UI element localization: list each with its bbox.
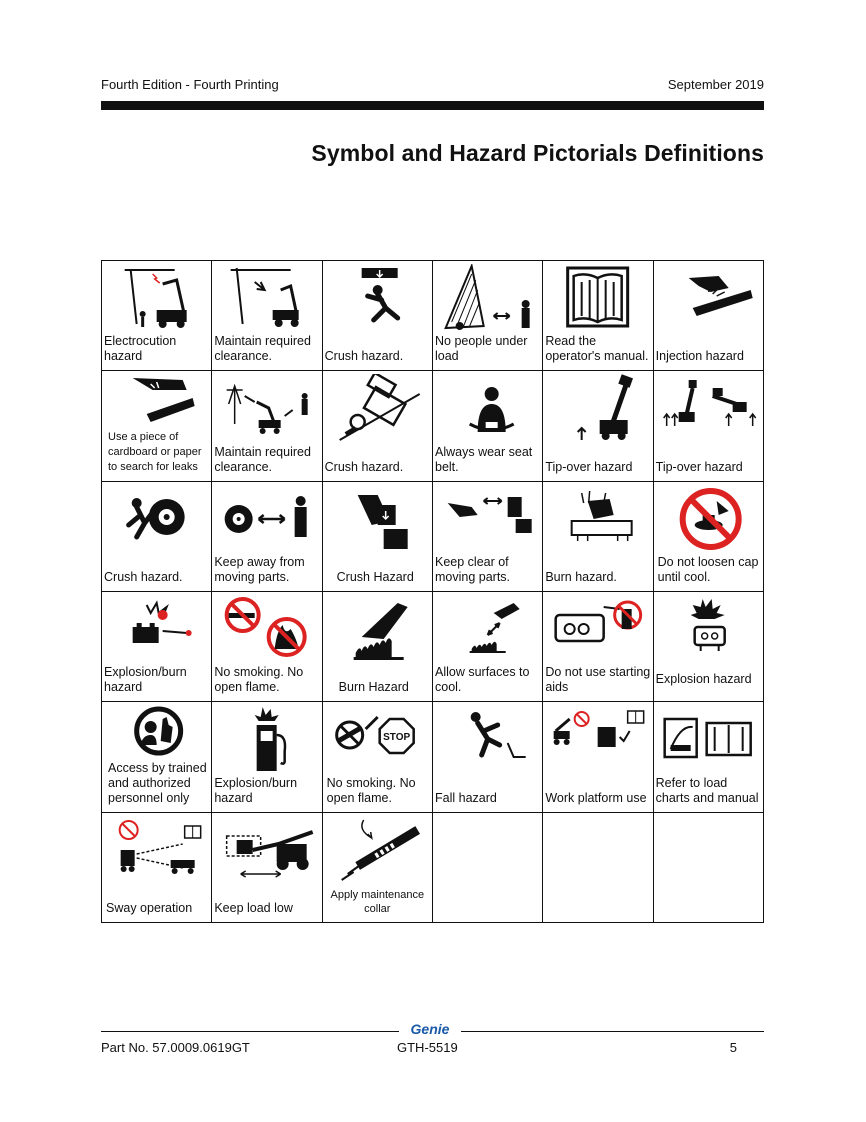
pictorial-cell: [102, 813, 212, 923]
no-smoking-stop-icon: [327, 705, 428, 773]
pictorial-cell: [433, 482, 543, 592]
pictorial-cell: [212, 592, 322, 702]
edition-label: Fourth Edition - Fourth Printing: [101, 77, 279, 92]
pictorial-caption: Apply maintenance collar: [330, 889, 425, 915]
pictorial-cell: [654, 261, 764, 371]
pictorials-table: [101, 260, 764, 923]
pictorial-caption: Crush Hazard: [336, 570, 414, 584]
pictorial-cell: [323, 371, 433, 481]
pictorial-caption: Sway operation: [106, 901, 193, 915]
pictorial-caption: Crush hazard.: [324, 349, 404, 364]
pictorial-caption: Keep load low: [214, 901, 293, 915]
pictorial-caption: Use a piece of cardboard or paper to search for leaks: [108, 430, 202, 473]
burn-engine-icon: [547, 485, 648, 553]
pictorial-cell: [543, 592, 653, 702]
pictorial-caption: Work platform use: [545, 790, 647, 805]
pictorial-caption: Crush hazard.: [324, 459, 404, 474]
pictorial-caption: No smoking. No open flame.: [214, 665, 304, 695]
date-label: September 2019: [667, 77, 764, 92]
keep-clear-hand-icon: [437, 485, 538, 553]
pictorial-caption: Crush hazard.: [104, 570, 183, 584]
no-starting-aids-icon: [547, 595, 648, 663]
pictorial-caption: Explosion hazard: [655, 672, 752, 687]
fall-icon: [437, 705, 538, 773]
power-line-clearance-icon: [216, 374, 317, 442]
manual-icon: [547, 264, 648, 332]
pictorial-caption: Allow surfaces to cool.: [435, 665, 530, 695]
load-low-icon: [216, 816, 317, 884]
burn-hand-icon: [327, 595, 428, 663]
pictorial-cell: [654, 482, 764, 592]
pictorial-cell: [543, 261, 653, 371]
clearance-icon: [216, 264, 317, 332]
pictorial-caption: Read the operator's manual.: [545, 334, 649, 364]
pictorial-cell: [323, 813, 433, 923]
pictorial-caption: Tip-over hazard: [655, 459, 743, 474]
pictorial-caption: Do not use starting aids: [545, 665, 651, 695]
pictorial-cell: [102, 261, 212, 371]
pictorial-cell: [433, 371, 543, 481]
no-loosen-cap-icon: [658, 485, 759, 553]
pictorial-cell: [654, 371, 764, 481]
pictorial-cell: [212, 702, 322, 812]
pictorial-caption: Keep away from moving parts.: [214, 555, 305, 584]
model-label: GTH-5519: [397, 1040, 458, 1055]
pictorial-caption: Do not loosen cap until cool.: [657, 555, 759, 584]
pictorial-cell: [102, 371, 212, 481]
pictorial-caption: Maintain required clearance.: [214, 444, 311, 474]
pictorial-cell: [543, 371, 653, 481]
pictorial-caption: Injection hazard: [655, 349, 744, 364]
pictorial-caption: Explosion/burn hazard: [214, 775, 298, 805]
pictorial-caption: No smoking. No open flame.: [326, 775, 416, 805]
pictorial-cell: [102, 702, 212, 812]
injection-icon: [658, 264, 759, 332]
pictorial-caption: No people under load: [435, 334, 528, 364]
pictorial-cell: [102, 482, 212, 592]
pictorial-cell: [543, 702, 653, 812]
pictorial-caption: Tip-over hazard: [545, 459, 633, 474]
pictorial-cell: [433, 702, 543, 812]
pictorial-caption: Maintain required clearance.: [214, 334, 311, 364]
footer-divider: [461, 1031, 764, 1032]
pictorial-cell: [212, 813, 322, 923]
pictorial-caption: Fall hazard: [435, 790, 497, 805]
pictorial-cell: [654, 702, 764, 812]
no-people-under-load-icon: [437, 264, 538, 332]
svg-text:STOP: STOP: [382, 732, 410, 744]
pictorial-cell: [323, 702, 433, 812]
pictorial-cell: [212, 482, 322, 592]
battery-explosion-icon: [106, 595, 207, 663]
pictorial-cell: [212, 371, 322, 481]
pictorial-cell: [323, 261, 433, 371]
empty-cell: [433, 813, 543, 923]
pictorial-cell: [323, 592, 433, 702]
explosion-engine-icon: [658, 595, 759, 663]
genie-logo: Genie: [410, 1021, 450, 1037]
authorized-only-icon: [106, 705, 207, 757]
rollover-crush-icon: [327, 374, 428, 442]
pictorial-caption: Refer to load charts and manual: [655, 775, 759, 805]
leak-search-icon: [106, 374, 207, 426]
pictorial-cell: [323, 482, 433, 592]
seat-belt-icon: [437, 374, 538, 442]
work-platform-icon: [547, 705, 648, 773]
fuel-pump-explosion-icon: [216, 705, 317, 773]
allow-cool-icon: [437, 595, 538, 663]
pictorial-cell: [102, 592, 212, 702]
electrocution-icon: [106, 264, 207, 332]
pictorial-caption: Burn hazard.: [545, 570, 617, 584]
pictorial-caption: Burn Hazard: [338, 680, 409, 695]
page-title: Symbol and Hazard Pictorials Definitions: [311, 140, 764, 166]
pictorial-caption: Explosion/burn hazard: [104, 665, 187, 695]
empty-cell: [654, 813, 764, 923]
pictorial-cell: [433, 261, 543, 371]
footer-divider: [101, 1031, 399, 1032]
pictorial-cell: [212, 261, 322, 371]
sway-icon: [106, 816, 207, 884]
crush-hand-icon: [327, 485, 428, 553]
pictorial-caption: Access by trained and authorized personnel only: [108, 760, 207, 805]
tip-over-icon: [547, 374, 648, 442]
part-number: Part No. 57.0009.0619GT: [101, 1040, 250, 1055]
load-chart-icon: [658, 705, 759, 773]
tip-over-boom-icon: [658, 374, 759, 442]
pictorial-caption: Electrocution hazard: [104, 334, 177, 364]
pictorial-cell: [654, 592, 764, 702]
no-smoking-flame-icon: [216, 595, 317, 663]
empty-cell: [543, 813, 653, 923]
pictorial-caption: Always wear seat belt.: [435, 444, 533, 474]
maintenance-collar-icon: [327, 816, 428, 884]
page-number: 5: [729, 1040, 737, 1055]
crush-wheel-icon: [106, 485, 207, 553]
moving-parts-icon: [216, 485, 317, 553]
pictorial-cell: [433, 592, 543, 702]
crush-falling-load-icon: [327, 264, 428, 332]
pictorial-caption: Keep clear of moving parts.: [435, 555, 511, 584]
header-divider: [101, 101, 764, 110]
pictorial-cell: [543, 482, 653, 592]
